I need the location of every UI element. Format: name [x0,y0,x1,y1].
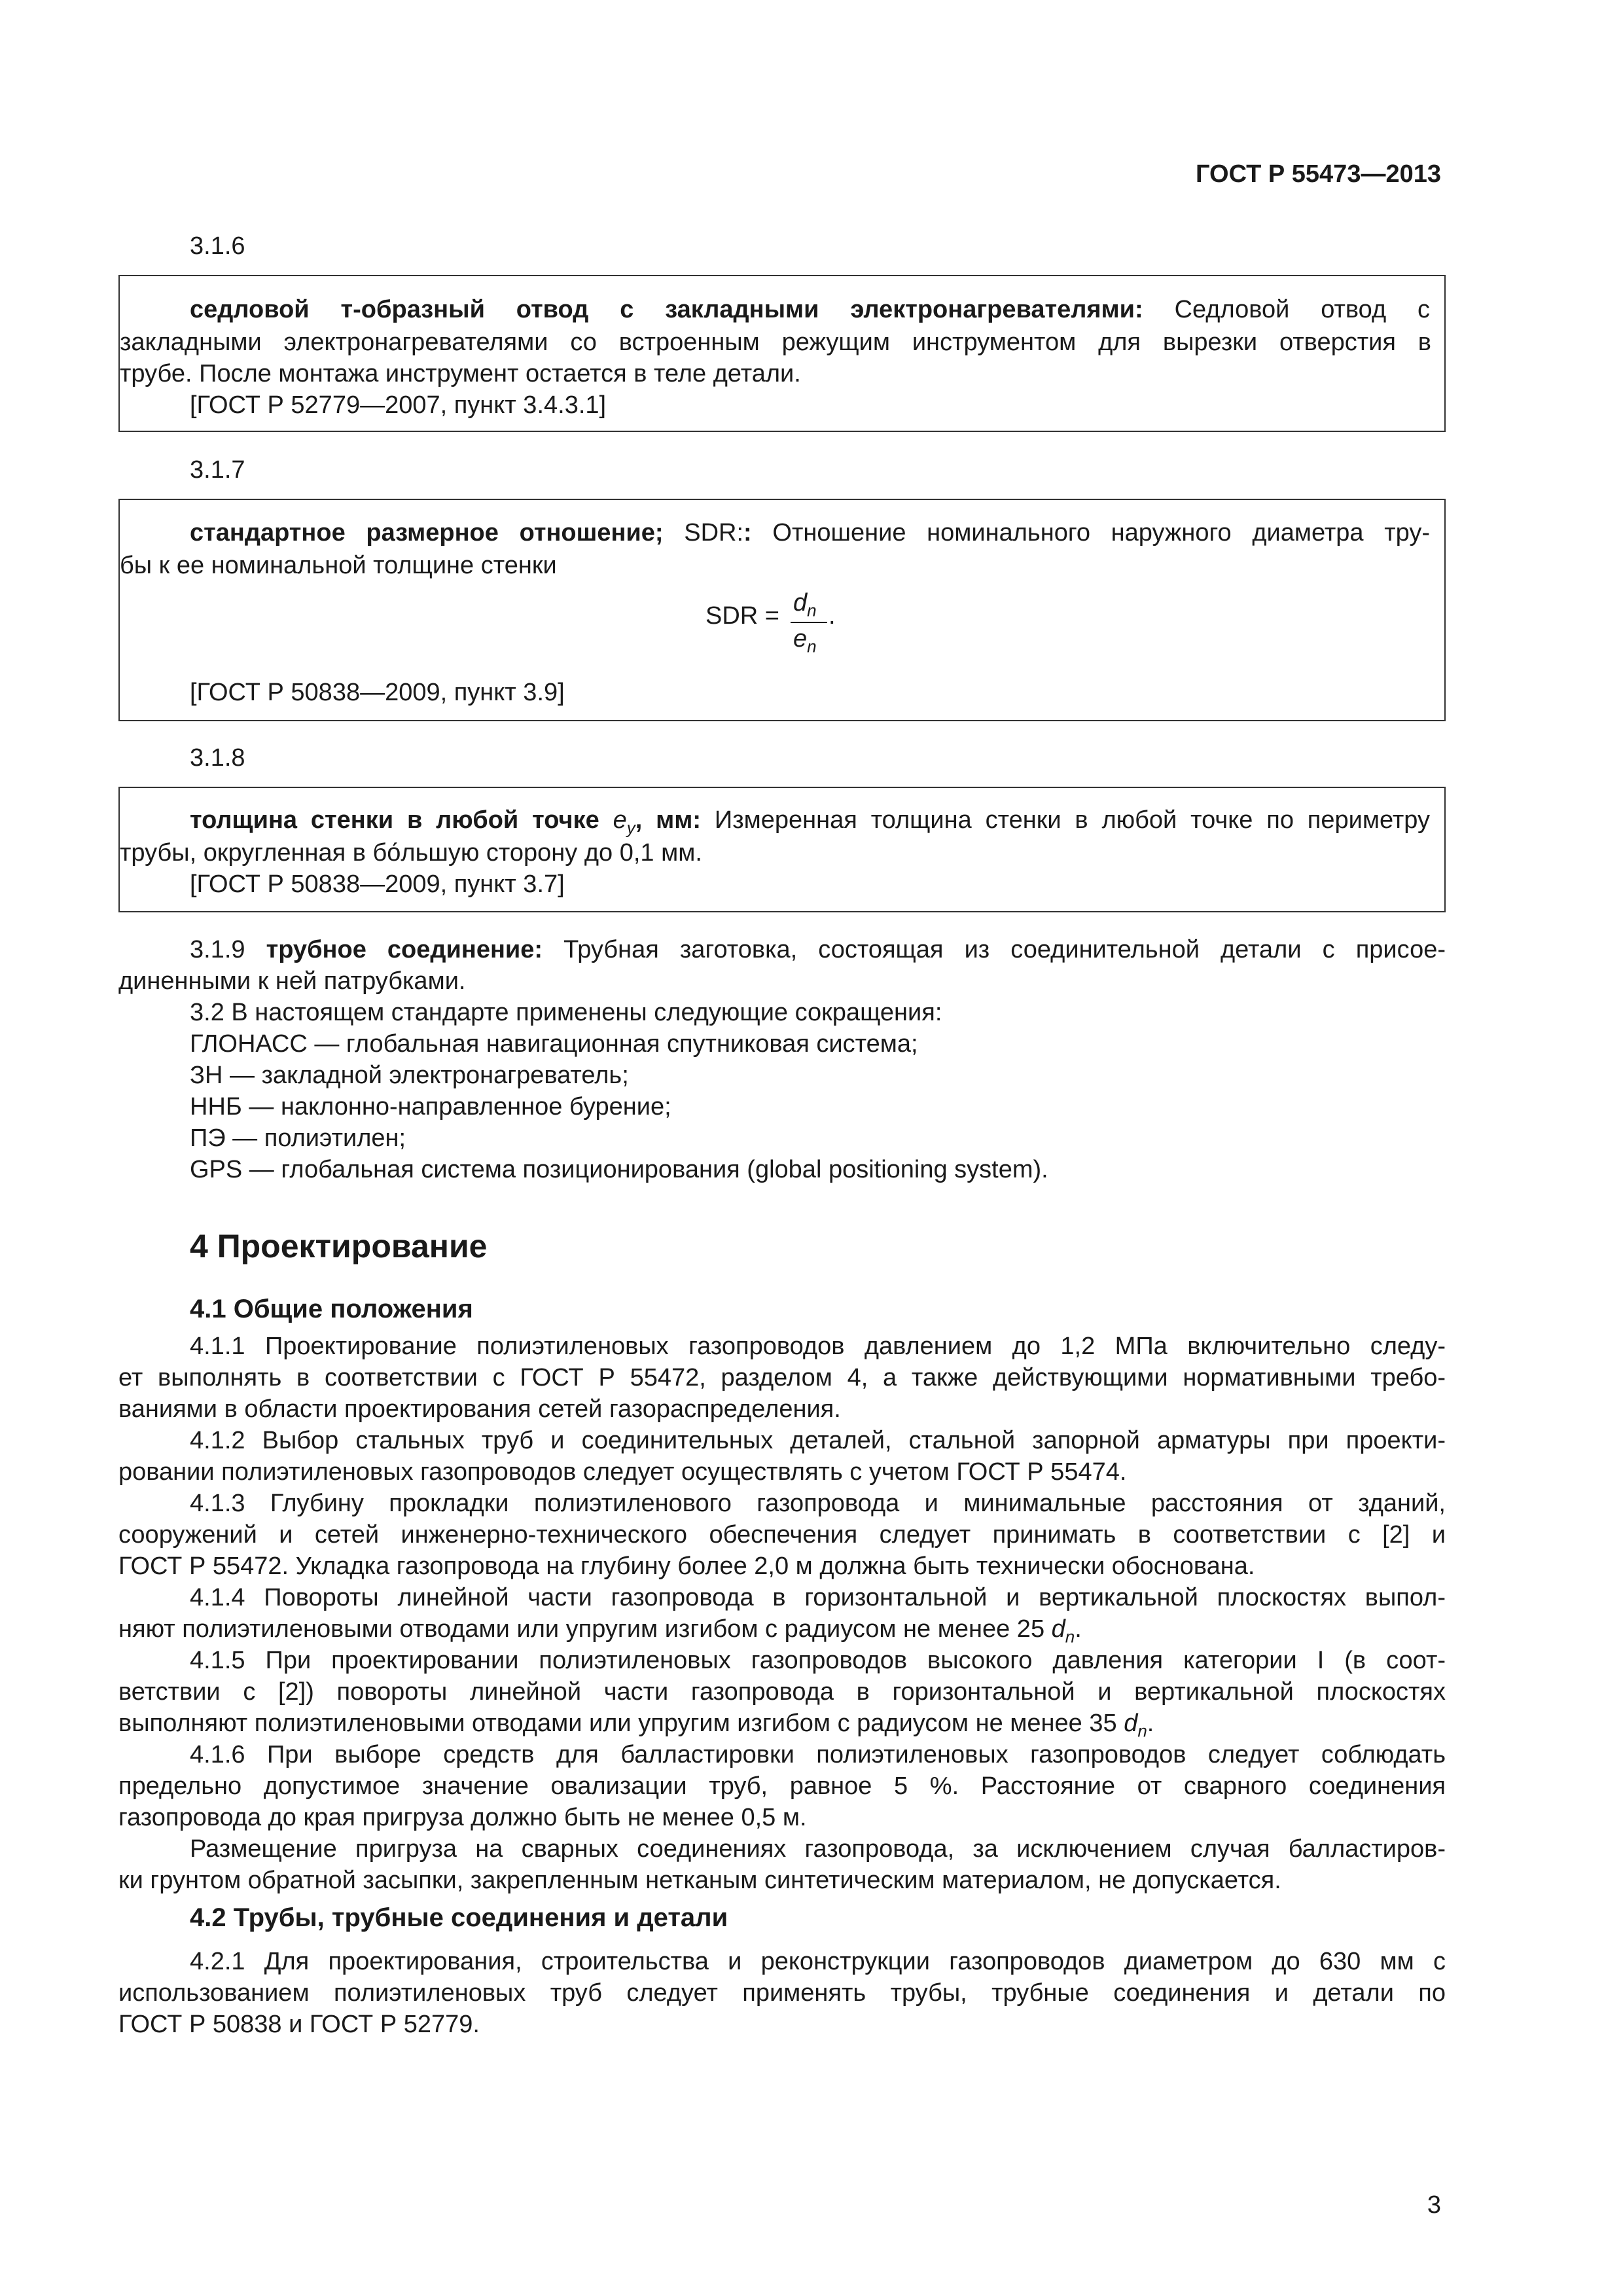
term-317-line2: бы к ее номинальной толщине стенки [120,552,557,579]
term-317-text: Отношение номинального наружного диаметра тру- [772,519,1430,547]
paragraph: 4.1.2 Выбор стальных труб и соединительных деталей, стальной запорной арматуры при проекти- [190,1427,1446,1454]
paragraph: ки грунтом обратной засыпки, закрепленным нетканым синтетическим материалом, не допускается. [118,1867,1281,1894]
page-number: 3 [1427,2191,1441,2219]
term-number-318: 3.1.8 [190,744,245,772]
paragraph: ет выполнять в соответствии с ГОСТ Р 55472, разделом 4, а также действующими нормативными требо- [118,1364,1446,1391]
fraction-bar [791,622,827,623]
formula-period: . [829,602,836,630]
paragraph: ваниями в области проектирования сетей газораспределения. [118,1395,841,1423]
paragraph: 4.1.1 Проектирование полиэтиленовых газопроводов давлением до 1,2 МПа включительно следу- [190,1333,1446,1360]
term-316-title: седловой т-образный отвод с закладными электронагревателями: [190,296,1143,323]
abbr-item: GPS — глобальная система позиционирования (global positioning system). [190,1156,1048,1183]
term-316-line2: закладными электронагревателями со встроенным режущим инструментом для вырезки отверстия в [120,329,1431,356]
paragraph: ровании полиэтиленовых газопроводов следует осуществлять с учетом ГОСТ Р 55474. [118,1458,1127,1486]
paragraph: выполняют полиэтиленовыми отводами или упругим изгибом с радиусом не менее 35 $d_n$. [118,1710,1154,1741]
term-316-line1 [190,296,1430,324]
paragraph: няют полиэтиленовыми отводами или упругим изгибом с радиусом не менее 25 $d_n$. [118,1615,1082,1647]
term-317-title: стандартное размерное отношение; [190,519,664,547]
term-319-title: трубное соединение: [266,936,543,963]
term-319-line2: диненными к ней патрубками. [118,967,466,995]
term-316-text: Седловой отвод с [1174,296,1430,323]
term-316-line3: трубе. После монтажа инструмент остается в теле детали. [120,360,801,387]
paragraph: ГОСТ Р 55472. Укладка газопровода на глубину более 2,0 м должна быть технически обоснована. [118,1552,1255,1580]
term-317-abbr: SDR: [684,519,744,547]
paragraph: использованием полиэтиленовых труб следует применять трубы, трубные соединения и детали по [118,1979,1446,2007]
abbr-item: ГЛОНАСС — глобальная навигационная спутниковая система; [190,1030,918,1058]
term-318-line1: толщина стенки в любой точке $e_y$, мм: Измеренная толщина стенки в любой точке по периметру [190,806,1430,838]
paragraph: 4.1.5 При проектировании полиэтиленовых газопроводов высокого давления категории I (в соот- [190,1647,1446,1674]
term-318-line2: трубы, округленная в бо́льшую сторону до 0,1 мм. [120,839,702,867]
term-317-line1: стандартное размерное отношение; SDR:: Отношение номинального наружного диаметра тру- [190,519,1430,547]
abbr-item: ПЭ — полиэтилен; [190,1124,406,1152]
term-317-ref: [ГОСТ Р 50838—2009, пункт 3.9] [190,679,565,706]
formula-denominator: $e_n$ [793,625,817,656]
abbr-item: ННБ — наклонно-направленное бурение; [190,1093,671,1121]
paragraph: 4.1.4 Повороты линейной части газопровода в горизонтальной и вертикальной плоскостях выпол- [190,1584,1446,1611]
subsection-title: 4.2 Трубы, трубные соединения и детали [190,1903,728,1932]
abbr-item: ЗН — закладной электронагреватель; [190,1062,629,1089]
paragraph: Размещение пригруза на сварных соединениях газопровода, за исключением случая балластиров- [190,1835,1446,1863]
formula-lhs: SDR = [705,602,779,630]
subsection-title: 4.1 Общие положения [190,1295,473,1323]
paragraph: 4.1.3 Глубину прокладки полиэтиленового газопровода и минимальные расстояния от зданий, [190,1490,1446,1517]
term-318-title: толщина стенки в любой точке [190,806,599,834]
term-319-line1: 3.1.9 трубное соединение: Трубная заготовка, состоящая из соединительной детали с присое- [190,936,1446,963]
term-318-text: Измеренная толщина стенки в любой точке по периметру [714,806,1430,834]
paragraph: газопровода до края пригруза должно быть не менее 0,5 м. [118,1804,807,1831]
term-316-ref: [ГОСТ Р 52779—2007, пункт 3.4.3.1] [190,391,607,419]
paragraph: ветствии с [2]) повороты линейной части газопровода в горизонтальной и вертикальной плоскостях [118,1678,1446,1706]
section-title: 4 Проектирование [190,1228,488,1265]
term-number-317: 3.1.7 [190,456,245,484]
paragraph: сооружений и сетей инженерно-технического обеспечения следует принимать в соответствии с [2] и [118,1521,1446,1549]
paragraph: 4.2.1 Для проектирования, строительства и реконструкции газопроводов диаметром до 630 мм с [190,1948,1446,1975]
term-318-ref: [ГОСТ Р 50838—2009, пункт 3.7] [190,870,565,898]
abbr-intro: 3.2 В настоящем стандарте применены следующие сокращения: [190,999,942,1026]
document-header: ГОСТ Р 55473—2013 [1196,160,1441,188]
paragraph: ГОСТ Р 50838 и ГОСТ Р 52779. [118,2011,480,2038]
formula-numerator: $d_n$ [793,589,817,620]
paragraph: 4.1.6 При выборе средств для балластировки полиэтиленовых газопроводов следует соблюдать [190,1741,1446,1768]
paragraph: предельно допустимое значение овализации труб, равное 5 %. Расстояние от сварного соединения [118,1772,1446,1800]
term-number-316: 3.1.6 [190,232,245,260]
